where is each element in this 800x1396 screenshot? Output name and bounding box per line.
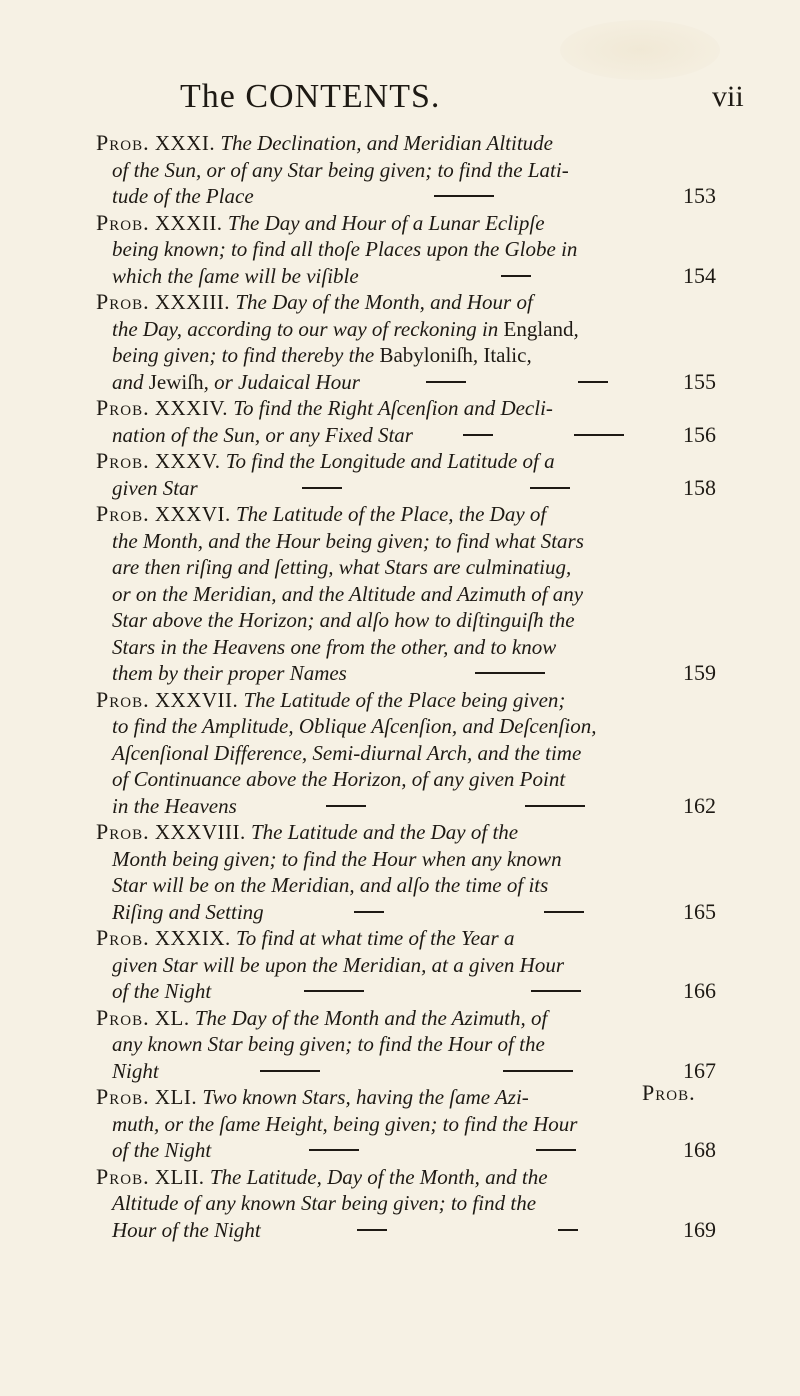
entry-line: [96, 342, 716, 369]
entry-text: to find the Amplitude, Oblique Aſcenſion, and Deſcenſion,: [112, 714, 597, 738]
entry-line: [96, 1190, 716, 1217]
entry-text: Two known Stars, having the ſame Azi-: [202, 1085, 529, 1109]
entry-text: and Jewiſh, or Judaical Hour: [112, 369, 360, 394]
contents-entry: [96, 210, 716, 290]
prob-label: Prob.: [96, 819, 150, 844]
leader-dashes: [360, 381, 674, 383]
entry-text: muth, or the ſame Height, being given; to find the Hour: [112, 1111, 578, 1136]
entry-line: [96, 581, 716, 608]
page-reference: 165: [683, 898, 716, 924]
contents-list: [96, 130, 716, 1243]
prob-label: Prob.: [96, 289, 150, 314]
contents-entry: [96, 1164, 716, 1244]
prob-label: Prob.: [96, 1163, 150, 1189]
leader-dashes: [359, 275, 674, 277]
paper-stain: [560, 20, 720, 80]
running-header: [0, 78, 800, 118]
entry-line: [96, 660, 716, 687]
prob-number: XXXIII.: [154, 290, 231, 314]
entry-line: [96, 316, 716, 343]
entry-text: any known Star being given; to find the Hour of the: [112, 1032, 545, 1056]
entry-text: The Declination, and Meridian Altitude: [220, 131, 553, 155]
contents-entry: [96, 448, 716, 501]
entry-text: The Latitude and the Day of the: [250, 820, 519, 844]
entry-line: [96, 289, 716, 316]
prob-number: XLII.: [154, 1164, 205, 1189]
entry-line: [96, 925, 716, 952]
entry-text: in the Heavens: [112, 793, 237, 818]
prob-label: Prob.: [96, 209, 150, 235]
entry-text: Night: [112, 1058, 159, 1083]
prob-number: XXXII.: [154, 210, 223, 235]
page-reference: 166: [683, 978, 716, 1003]
entry-line: [96, 475, 716, 502]
leader-dashes: [198, 487, 674, 489]
header-title: The CONTENTS.: [180, 78, 441, 115]
entry-line: [96, 501, 716, 528]
entry-text: the Day, according to our way of reckoning in England,: [112, 316, 579, 341]
entry-text: The Day and Hour of a Lunar Eclipſe: [227, 210, 545, 235]
prob-label: Prob.: [96, 1084, 150, 1109]
entry-text: are then riſing and ſetting, what Stars are culminatiug,: [112, 555, 572, 579]
entry-line: [96, 130, 716, 157]
entry-text: given Star: [112, 475, 198, 500]
entry-text: or on the Meridian, and the Altitude and Azimuth of any: [112, 581, 584, 606]
page-reference: 167: [683, 1057, 716, 1083]
entry-line: [96, 1111, 716, 1138]
entry-text: which the ſame will be viſible: [112, 263, 359, 288]
prob-label: Prob.: [96, 130, 150, 155]
entry-line: [96, 766, 716, 793]
contents-entry: [96, 130, 716, 210]
prob-number: XXXVI.: [154, 502, 231, 526]
entry-line: [96, 634, 716, 661]
contents-entry: [96, 395, 716, 448]
page-reference: 168: [683, 1137, 716, 1162]
contents-entry: [96, 501, 716, 687]
catchword: Prob.: [642, 1080, 696, 1105]
entry-text: Stars in the Heavens one from the other, and to know: [112, 634, 557, 659]
entry-line: [96, 687, 716, 714]
leader-dashes: [413, 434, 674, 436]
entry-line: [96, 1058, 716, 1085]
entry-line: [96, 713, 716, 740]
prob-number: XXXVII.: [154, 687, 239, 712]
entry-text: given Star will be upon the Meridian, at a given Hour: [112, 952, 565, 977]
prob-label: Prob.: [96, 686, 150, 712]
prob-number: XXXI.: [154, 131, 216, 155]
entry-text: of the Night: [112, 979, 212, 1003]
leader-dashes: [261, 1229, 674, 1231]
entry-text: them by their proper Names: [112, 661, 347, 685]
leader-dashes: [254, 195, 674, 197]
entry-line: [96, 395, 716, 422]
prob-label: Prob.: [96, 395, 150, 420]
prob-number: XXXVIII.: [154, 820, 246, 844]
entry-line: [96, 793, 716, 820]
page-reference: 155: [683, 368, 716, 394]
page-reference: 154: [683, 262, 716, 288]
leader-dashes: [237, 805, 674, 807]
contents-entry: [96, 925, 716, 1005]
leader-dashes: [347, 672, 674, 674]
entry-line: [96, 899, 716, 926]
entry-text: being known; to find all thoſe Places upon the Globe in: [112, 237, 578, 261]
entry-line: [96, 1084, 716, 1111]
page-number: vii: [712, 80, 744, 113]
prob-label: Prob.: [96, 448, 150, 473]
entry-text: Aſcenſional Difference, Semi-diurnal Arch, and the time: [112, 740, 582, 765]
leader-dashes: [211, 990, 674, 992]
entry-text: Star will be on the Meridian, and alſo the time of its: [112, 873, 549, 897]
contents-entry: [96, 1005, 716, 1085]
page-reference: 159: [683, 660, 716, 685]
contents-entry: [96, 289, 716, 395]
entry-text: The Latitude of the Place being given;: [243, 687, 566, 712]
entry-text: To find the Longitude and Latitude of a: [225, 449, 555, 473]
prob-number: XL.: [154, 1005, 190, 1030]
prob-number: XXXIV.: [154, 396, 229, 420]
entry-text: nation of the Sun, or any Fixed Star: [112, 422, 413, 447]
entry-line: [96, 369, 716, 396]
entry-text: To find the Right Aſcenſion and Decli-: [233, 396, 553, 420]
entry-line: [96, 1137, 716, 1164]
entry-line: [96, 236, 716, 263]
contents-entry: [96, 687, 716, 820]
prob-number: XLI.: [154, 1085, 198, 1109]
entry-text: Month being given; to find the Hour when any known: [112, 846, 562, 871]
entry-line: [96, 872, 716, 899]
entry-line: [96, 740, 716, 767]
entry-text: of the Sun, or of any Star being given; to find the Lati-: [112, 157, 569, 182]
prob-number: XXXV.: [154, 449, 221, 473]
prob-number: XXXIX.: [154, 926, 231, 950]
entry-text: The Day of the Month and the Azimuth, of: [194, 1005, 548, 1030]
entry-line: [96, 978, 716, 1005]
entry-line: [96, 952, 716, 979]
entry-text: of Continuance above the Horizon, of any given Point: [112, 767, 566, 791]
entry-line: [96, 183, 716, 210]
entry-text: The Day of the Month, and Hour of: [235, 290, 533, 314]
prob-label: Prob.: [96, 501, 150, 526]
entry-line: [96, 528, 716, 555]
prob-label: Prob.: [96, 1004, 150, 1030]
contents-entry: [96, 819, 716, 925]
page-reference: 153: [683, 183, 716, 208]
leader-dashes: [159, 1070, 674, 1072]
entry-line: [96, 819, 716, 846]
entry-line: [96, 1217, 716, 1244]
page-reference: 158: [683, 474, 716, 500]
entry-line: [96, 422, 716, 449]
entry-text: tude of the Place: [112, 184, 254, 208]
entry-line: [96, 607, 716, 634]
entry-text: Riſing and Setting: [112, 899, 264, 924]
contents-entry: [96, 1084, 716, 1164]
page-reference: 169: [683, 1216, 716, 1242]
entry-text: the Month, and the Hour being given; to find what Stars: [112, 528, 584, 553]
entry-text: of the Night: [112, 1138, 212, 1162]
entry-line: [96, 210, 716, 237]
entry-line: [96, 846, 716, 873]
entry-line: [96, 1164, 716, 1191]
entry-text: Star above the Horizon; and alſo how to diſtinguiſh the: [112, 608, 575, 632]
entry-line: [96, 1005, 716, 1032]
entry-text: Hour of the Night: [112, 1217, 261, 1242]
entry-text: The Latitude of the Place, the Day of: [235, 502, 547, 526]
entry-text: The Latitude, Day of the Month, and the: [209, 1164, 548, 1189]
prob-label: Prob.: [96, 925, 150, 950]
page-reference: 156: [683, 421, 716, 447]
entry-line: [96, 448, 716, 475]
entry-text: Altitude of any known Star being given; to find the: [112, 1191, 537, 1215]
leader-dashes: [264, 911, 674, 913]
entry-line: [96, 263, 716, 290]
entry-text: being given; to find thereby the Babyloniſh, Italic,: [112, 343, 532, 367]
entry-line: [96, 157, 716, 184]
entry-line: [96, 554, 716, 581]
leader-dashes: [211, 1149, 674, 1151]
page-reference: 162: [683, 792, 716, 818]
entry-line: [96, 1031, 716, 1058]
entry-text: To find at what time of the Year a: [235, 926, 515, 950]
